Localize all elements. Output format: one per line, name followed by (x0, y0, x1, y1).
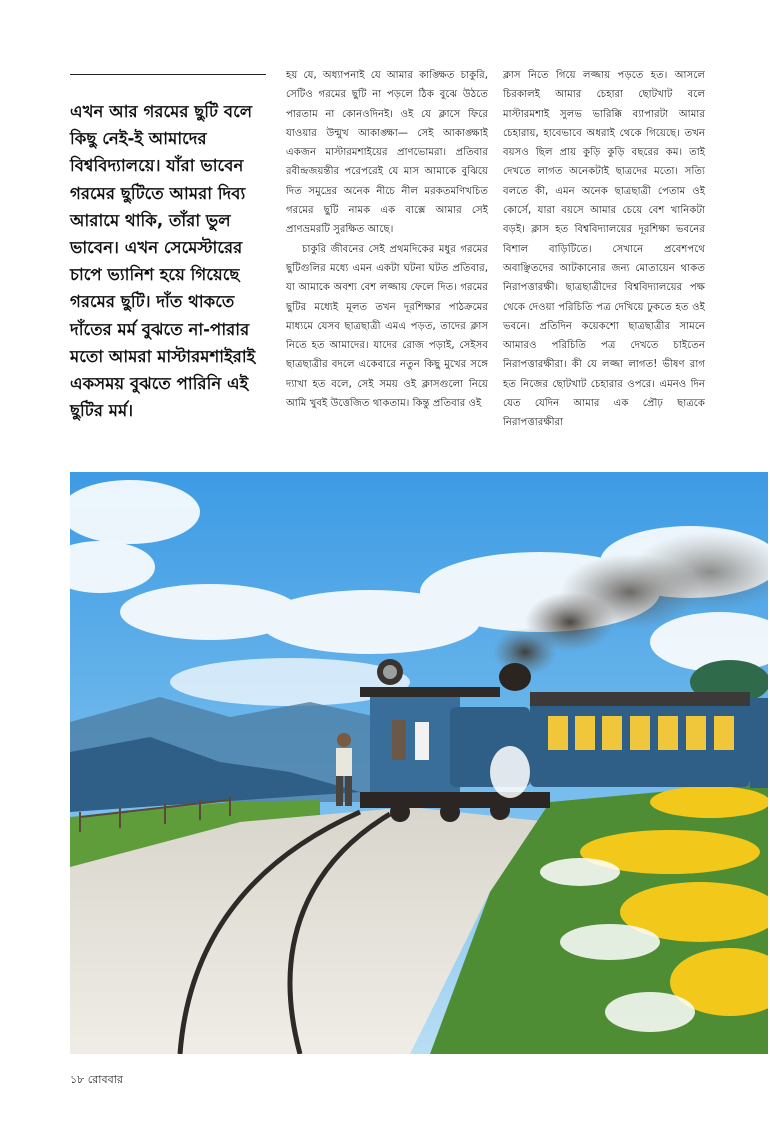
page-footer: ১৮ রোববার (70, 1073, 123, 1086)
pull-quote-text: এখন আর গরমের ছুটি বলে কিছু নেই-ই আমাদের বিশ্ববিদ্যালয়ে। যাঁরা ভাবেন গরমের ছুটিতে আমরা দিব্য আরামে থাকি, তাঁরা ভুল ভাবেন। এখন সেমেস্টারের চাপে ভ্যানিশ হয়ে গিয়েছে গরমের ছুটি। দাঁত থাকতে দাঁতের মর্ম বুঝতে না-পারার মতো আমরা মাস্টারমশাইরাই একসময় বুঝতে পারিনি এই ছুটির মর্ম। (70, 102, 256, 421)
toy-train-photo (70, 472, 768, 1054)
paragraph: হয় যে, অধ্যাপনাই যে আমার কাঙ্ক্ষিত চাকুরি, সেটিও গরমের ছুটি না পড়লে ঠিক বুঝে উঠতে পারতাম না কোনওদিনই। ওই যে ক্লাসে ফিরে যাওয়ার উন্মুখ আকাঙ্ক্ষা— সেই আকাঙ্ক্ষাই একজন মাস্টারমশাইয়ের প্রাণভোমরা। প্রতিবার রবীন্দ্রজয়ন্তীর পরেপরেই যে মাস আমাকে বুঝিয়ে দিত সমুদ্রের অনেক নীচে নীল মরকতমণিখচিত গরমের ছুটি নামক এক বাক্সে আমার সেই প্রাণভ্রমরটি সুরক্ষিত আছে। (286, 70, 488, 236)
steam-puff (490, 746, 530, 798)
article-column-1 (286, 66, 488, 448)
train-coaches (530, 692, 768, 788)
paragraph: চাকুরি জীবনের সেই প্রথমদিকের মধুর গরমের ছুটিগুলির মধ্যে এমন একটা ঘটনা ঘটত প্রতিবার, যা আমাকে অবশ্য বেশ লজ্জায় ফেলে দিত। গরমের ছুটির মধ্যেই মূলত তখন দূরশিক্ষার পাঠক্রমের মাধ্যমে যেসব ছাত্রছাত্রী এমএ পড়ত, তাদের ক্লাস নিতে হত আমাদের। যাদের রোজ পড়াই, সেইসব ছাত্রছাত্রীর বদলে একেবারে নতুন কিছু মুখের সঙ্গে দ্যাখা হত বলে, সেই সময় ওই ক্লাসগুলো নিয়ে আমি খুবই উত্তেজিত থাকতাম। কিন্তু প্রতিবার ওই (286, 243, 488, 410)
paragraph: ক্লাস নিতে গিয়ে লজ্জায় পড়তে হত। আসলে চিরকালই আমার চেহারা ছোটখাট বলে মাস্টারমশাই সুলভ ভারিক্কি ব্যাপারটা আমার চেহারায়, হাবেভাবে অধরাই থেকে গিয়েছে। তখন বয়সও ছিল প্রায় কুড়ি কুড়ি বছরের কম। তাই দেখতে লাগত অনেকটাই ছাত্রদের মতো। সত্যি বলতে কী, এমন অনেক ছাত্রছাত্রী পেতাম ওই কোর্সে, যারা বয়সে আমার চেয়ে বেশ খানিকটা বড়ই। ক্লাস হত বিশ্ববিদ্যালয়ের দূরশিক্ষা ভবনের বিশাল বাড়িটিতে। সেখানে প্রবেশপথে অবাঞ্ছিতদের আটকানোর জন্য মোতায়েন থাকত নিরাপত্তারক্ষী। ছাত্রছাত্রীদের বিশ্ববিদ্যালয়ের পক্ষ থেকে দেওয়া পরিচিতি পত্র দেখিয়ে ঢুকতে হত ওই ভবনে। প্রতিদিন কয়েকশো ছাত্রছাত্রীর সামনে আমারও পরিচিতি পত্র দেখতে চাইতেন নিরাপত্তারক্ষীরা। কী যে লজ্জা লাগত! ভীষণ রাগ হত নিজের ছোটখাট চেহারার ওপরে। এমনও দিন যেত যেদিন আমার এক প্রৌঢ় ছাত্রকে নিরাপত্তারক্ষীরা (503, 70, 705, 429)
article-column-2 (503, 66, 705, 448)
pull-quote (70, 98, 270, 424)
column-rule (70, 74, 266, 75)
